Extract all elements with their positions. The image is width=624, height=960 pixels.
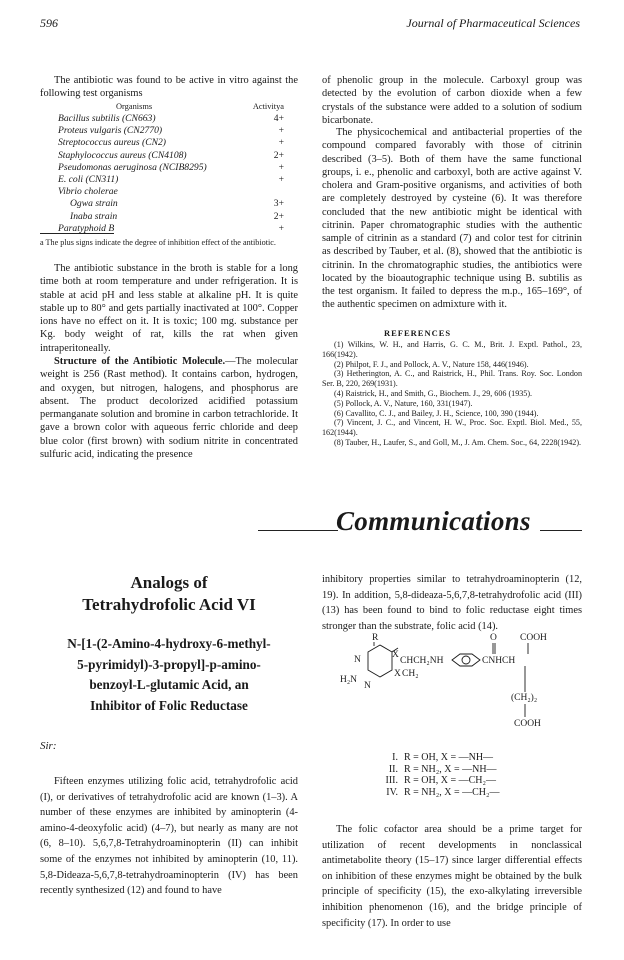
organism-row bbox=[58, 198, 284, 210]
structure-diagram bbox=[340, 630, 580, 740]
subtitle-line-3: benzoyl-L-glutamic Acid, an bbox=[89, 677, 249, 692]
reference-item: (6) Cavallito, C. J., and Bailey, J. H., Science, 100, 390 (1944). bbox=[334, 408, 539, 418]
structure-paragraph bbox=[40, 355, 298, 461]
structure-heading: Structure of the Antibiotic Molecule. bbox=[54, 356, 226, 367]
communications-rule-left bbox=[258, 530, 338, 531]
struct-ch2-2: (CH₂)₂ bbox=[511, 693, 538, 703]
organism-activity: 4+ bbox=[273, 113, 284, 124]
journal-title: Journal of Pharmaceutical Sciences bbox=[406, 16, 580, 30]
struct-r: R bbox=[372, 633, 379, 643]
organism-row bbox=[58, 137, 284, 149]
physicochemical-paragraph: The physicochemical and antibacterial properties of the compound compared favorably with those of citrinin described (3–5). Both of them have the same functional groups, i. e., phenolic and carboxyl, both are active against V. cholera and Gram-positive organisms, and activities of both are completely destroyed by cysteine (6). It was therefore concluded that the new antibiotic might be identical with citrinin. Paper chromatographic studies with the authentic sample of citrinin as a standard (7) and color test for citrinin as described by Tauber, et al. (8), showed that the antibiotic is citrinin. In the chromatographic studies, the antibiotics were located by the bioautographic technique using B. subtilis as the test organism. It failed to depress the m.p., 165–169°, of the authentic specimen on admixture with it. bbox=[322, 127, 582, 311]
compound-row bbox=[376, 752, 576, 764]
compound-definition: R = OH, X = —CH₂— bbox=[404, 775, 496, 787]
subtitle-line-2: 5-pyrimidyl)-3-propyl]-p-amino- bbox=[77, 656, 261, 672]
article-title bbox=[40, 572, 298, 616]
compound-row bbox=[376, 764, 576, 776]
compound-row bbox=[376, 775, 576, 787]
article-title-line-2: Tetrahydrofolic Acid VI bbox=[82, 595, 256, 614]
pyrimidine-ring bbox=[368, 645, 392, 677]
chemical-structure bbox=[340, 630, 580, 740]
struct-n-ring: N bbox=[354, 655, 361, 665]
struct-chain: CHCH₂NH bbox=[400, 656, 444, 666]
structure-text: —The molecular weight is 256 (Rast method). It contains carbon, hydrogen, and oxygen, but nitrogen, halogens, and phosphorus are absent. The product decolorized acidified potassium permanganate solution and bromine in carbon tetrachloride. It gave a brown color with aqueous ferric chloride and deep blue color (first brown) with sodium nitrite in concentrated sulfuric acid, indicating the presence bbox=[40, 356, 299, 460]
compound-number: I. bbox=[392, 752, 398, 763]
organism-activity: + bbox=[278, 161, 284, 173]
compound-list bbox=[376, 752, 576, 798]
compound-row bbox=[376, 787, 576, 799]
organism-name: Staphylococcus aureus (CN4108) bbox=[58, 149, 187, 161]
compound-definition: R = OH, X = —NH— bbox=[404, 752, 494, 763]
struct-h2n: H₂N bbox=[340, 675, 358, 685]
organism-name: Ogwa strain bbox=[70, 198, 118, 210]
organism-activity: + bbox=[278, 137, 284, 149]
stability-paragraph: The antibiotic substance in the broth is stable for a long time both at room temperature and under refrigeration. It is stable at acid pH and less stable at alkaline pH. It is quite stable up to 80° and gets partially inactivated at 100°. Copper ions have no effect on it. It is toxic; 100 mg. substance per Kg. body weight of rat, kills the rat when given intraperitoneally. bbox=[40, 263, 298, 354]
reference-item: (8) Tauber, H., Laufer, S., and Goll, M., J. Am. Chem. Soc., 64, 2228(1942). bbox=[334, 437, 582, 447]
article-right-paragraph-2: The folic cofactor area should be a prime target for utilization of recent developments in nonclassical antimetabolite theory (15–17) since larger differential effects on inhibition of these enzymes might be obtained by the bulk principle of specificity (15), the exo-alkylating irreversible inhibition phenomenon (16), and the bridge principle of specificity (17). In order to use bbox=[322, 824, 582, 929]
organism-activity: + bbox=[278, 173, 284, 185]
struct-n-bottom: N bbox=[364, 681, 371, 691]
reference-item: (1) Wilkins, W. H., and Harris, G. C. M., Brit. J. Exptl. Pathol., 23, 166(1942). bbox=[322, 340, 582, 359]
organisms-header: Organisms bbox=[116, 102, 153, 111]
subtitle-line-4: Inhibitor of Folic Reductase bbox=[90, 697, 248, 713]
communications-rule-right bbox=[540, 530, 582, 531]
compound-number: IV. bbox=[386, 786, 398, 798]
struct-cnhch: CNHCH bbox=[482, 656, 516, 666]
organism-name: Vibrio cholerae bbox=[58, 186, 118, 198]
reference-item: (7) Vincent, J. C., and Vincent, H. W., Proc. Soc. Exptl. Biol. Med., 55, 162(1944). bbox=[322, 418, 582, 438]
salutation: Sir: bbox=[40, 740, 57, 752]
reference-item: (5) Pollock, A. V., Nature, 160, 331(1947). bbox=[334, 398, 473, 408]
page-number: 596 bbox=[40, 16, 58, 30]
organism-name: Paratyphoid B bbox=[58, 222, 115, 234]
organism-name: Bacillus subtilis (CN663) bbox=[58, 113, 156, 124]
article-title-line-1: Analogs of bbox=[130, 573, 208, 592]
organism-table-header bbox=[58, 101, 284, 113]
organism-row bbox=[58, 162, 284, 174]
organism-activity: + bbox=[278, 125, 284, 137]
organism-name: Proteus vulgaris (CN2770) bbox=[58, 125, 163, 137]
phenolic-paragraph: of phenolic group in the molecule. Carboxyl group was detected by the evolution of carbon dioxide when a few crystals of the substance were added to a solution of sodium bicarbonate. bbox=[322, 75, 582, 126]
organism-name: E. coli (CN311) bbox=[58, 173, 119, 185]
struct-cooh-top: COOH bbox=[520, 633, 547, 643]
organism-row bbox=[58, 174, 284, 186]
organism-row bbox=[58, 211, 284, 223]
compound-definition: R = NH₂, X = —NH— bbox=[404, 763, 497, 775]
footnote-rule bbox=[40, 233, 114, 234]
organism-activity: 2+ bbox=[273, 149, 284, 161]
organism-name: Streptococcus aureus (CN2) bbox=[58, 137, 166, 149]
article-right-paragraph-1: inhibitory properties similar to tetrahydroaminopterin (12, 19). In addition, 5,8-dideaza-5,6,7,8-tetrahydrofolic acid (III) (13) has been found to bind to folic reductase eight times stronger than the substrate, folic acid (14). bbox=[322, 574, 582, 632]
intro-paragraph: The antibiotic was found to be active in vitro against the following test organisms bbox=[40, 75, 298, 100]
reference-item: (2) Philpot, F. J., and Pollock, A. V., Nature 158, 446(1946). bbox=[334, 359, 529, 369]
activity-header: Activitya bbox=[252, 102, 284, 111]
references-title: REFERENCES bbox=[384, 328, 452, 338]
organism-name: Inaba strain bbox=[70, 210, 118, 222]
reference-list bbox=[322, 340, 582, 448]
organism-name: Pseudomonas aeruginosa (NCIB8295) bbox=[58, 161, 207, 173]
struct-ch2: CH₂ bbox=[402, 669, 419, 679]
organism-row bbox=[58, 150, 284, 162]
organism-row bbox=[58, 113, 284, 125]
communications-heading: Communications bbox=[336, 506, 531, 536]
organism-table bbox=[58, 101, 284, 235]
organism-row bbox=[58, 125, 284, 137]
subtitle-line-1: N-[1-(2-Amino-4-hydroxy-6-methyl- bbox=[67, 636, 271, 651]
organism-activity: 3+ bbox=[273, 198, 284, 210]
reference-item: (3) Hetherington, A. C., and Raistrick, H., Phil. Trans. Roy. Soc. London Ser. B, 220, 269(1931). bbox=[322, 369, 582, 389]
organism-activity: 2+ bbox=[273, 210, 284, 222]
article-left-paragraph: Fifteen enzymes utilizing folic acid, tetrahydrofolic acid (I), or derivatives of tetrahydrofolic acid are known (1–3). A number of these enzymes are inhibited by aminopterin (4-amino-4-deoxyfolic acid) (4–7), but nearly as many are not (6, 8–10). 5,6,7,8-Tetrahydroaminopterin (II) can inhibit some of the enzymes not inhibited by aminopterin (10, 11). 5,8-Dideaza-5,6,7,8-tetrahydroaminopterin (IV) has been recently synthesized (12) and found to have bbox=[40, 776, 298, 897]
compound-number: III. bbox=[385, 775, 398, 787]
struct-x-bottom: X bbox=[394, 669, 401, 679]
struct-cooh-bottom: COOH bbox=[514, 719, 541, 729]
table-footnote: a The plus signs indicate the degree of inhibition effect of the antibiotic. bbox=[40, 238, 276, 247]
article-subtitle bbox=[40, 634, 298, 716]
organism-row bbox=[58, 186, 284, 198]
struct-x-top: X bbox=[392, 650, 399, 660]
compound-definition: R = NH₂, X = —CH₂— bbox=[404, 786, 500, 798]
reference-item: (4) Raistrick, H., and Smith, G., Biochem. J., 29, 606 (1935). bbox=[334, 388, 533, 398]
compound-number: II. bbox=[388, 763, 398, 775]
organism-activity: + bbox=[278, 222, 284, 234]
struct-o: O bbox=[490, 633, 497, 643]
